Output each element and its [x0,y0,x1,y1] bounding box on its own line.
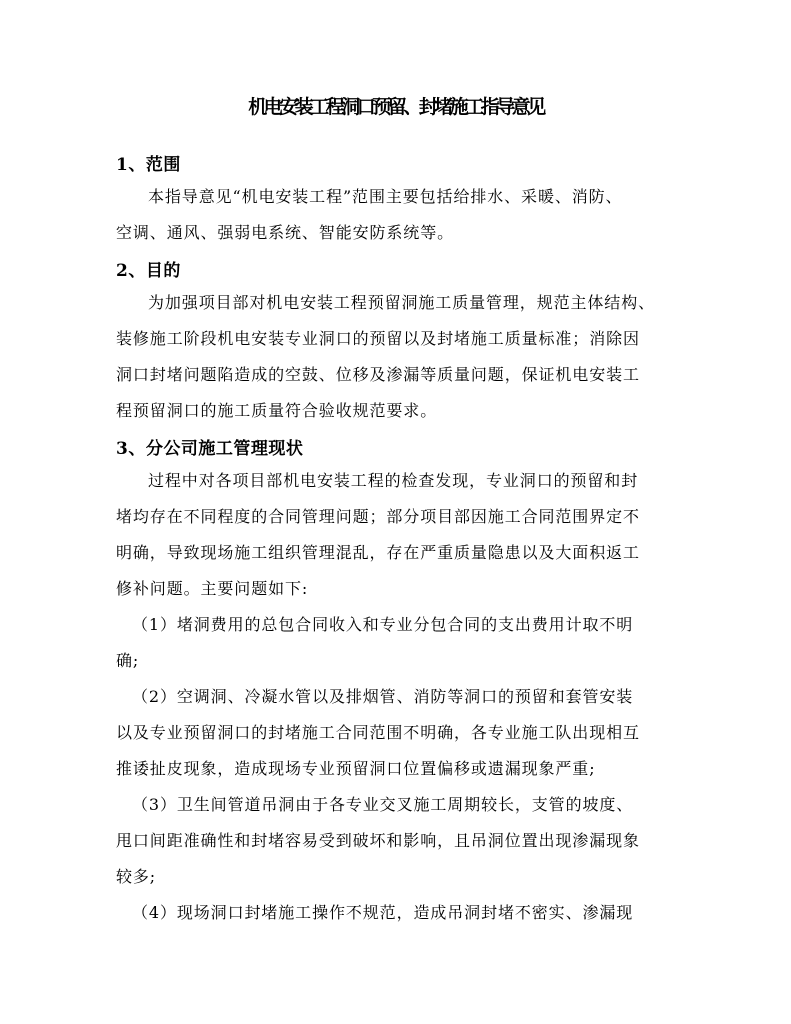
section-heading-purpose: 2、目的 [116,261,181,281]
list-item-line: 以及专业预留洞口的封堵施工合同范围不明确，各专业施工队出现相互 [116,723,640,742]
list-item-line: 甩口间距准确性和封堵容易受到破坏和影响，且吊洞位置出现渗漏现象 [116,831,640,850]
list-item-line: 确; [116,651,140,670]
paragraph-line: 装修施工阶段机电安装专业洞口的预留以及封堵施工质量标准；消除因 [116,329,640,348]
list-item-line: （2）空调洞、冷凝水管以及排烟管、消防等洞口的预留和套管安装 [132,687,634,706]
paragraph-line: 本指导意见“机电安装工程”范围主要包括给排水、采暖、消防、 [148,187,623,206]
list-item-line: （1）堵洞费用的总包合同收入和专业分包合同的支出费用计取不明 [132,615,634,634]
paragraph-line: 修补问题。主要问题如下: [116,579,309,598]
paragraph-line: 空调、通风、强弱电系统、智能安防系统等。 [116,223,455,242]
paragraph-line: 明确，导致现场施工组织管理混乱，存在严重质量隐患以及大面积返工 [116,543,640,562]
section-heading-status: 3、分公司施工管理现状 [116,439,304,459]
list-item-line: （3）卫生间管道吊洞由于各专业交叉施工周期较长，支管的坡度、 [132,795,634,814]
paragraph-line: 为加强项目部对机电安装工程预留洞施工质量管理，规范主体结构、 [148,293,656,312]
paragraph-line: 洞口封堵问题陷造成的空鼓、位移及渗漏等质量问题，保证机电安装工 [116,365,640,384]
list-item-line: 较多; [116,867,157,886]
paragraph-line: 堵均存在不同程度的合同管理问题；部分项目部因施工合同范围界定不 [116,507,640,526]
list-item-line: （4）现场洞口封堵施工操作不规范，造成吊洞封堵不密实、渗漏现 [132,903,634,922]
paragraph-line: 程预留洞口的施工质量符合验收规范要求。 [116,401,438,420]
list-item-line: 推诿扯皮现象，造成现场专业预留洞口位置偏移或遗漏现象严重; [116,759,596,778]
paragraph-line: 过程中对各项目部机电安装工程的检查发现，专业洞口的预留和封 [148,471,639,490]
document-title: 机电安装工程洞口预留、封堵施工指导意见 [248,96,543,118]
section-heading-scope: 1、范围 [116,155,181,175]
